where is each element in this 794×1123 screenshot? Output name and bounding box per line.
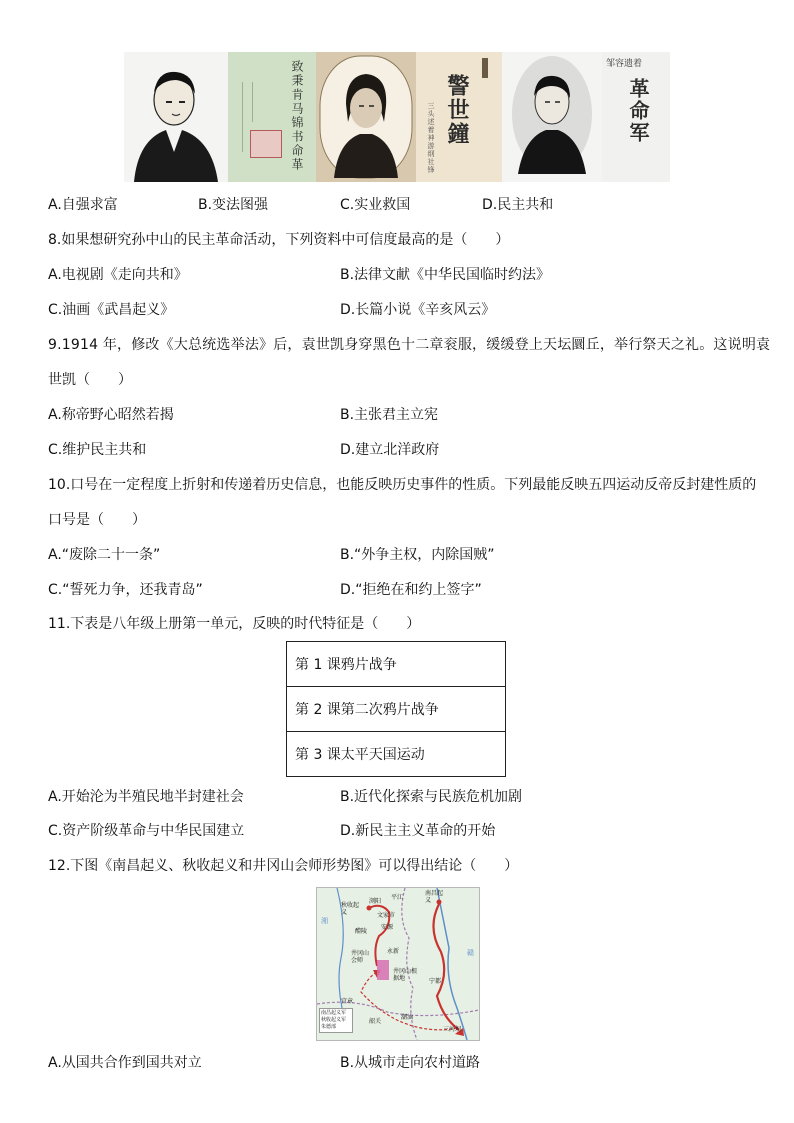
q9-stem-line2: 世凯（ ）: [48, 372, 132, 388]
legend-item: 秋收起义军: [321, 1017, 347, 1023]
q8-stem: 8.如果想研究孙中山的民主革命活动，下列资料中可信度最高的是（ ）: [48, 232, 510, 248]
map-label-liuyang: 浏阳: [369, 898, 382, 905]
map-label-nanchang: 南昌起义: [425, 890, 444, 904]
q11-option-b[interactable]: B.近代化探索与民族危机加剧: [340, 789, 523, 805]
q12-option-a[interactable]: A.从国共合作到国共对立: [48, 1055, 202, 1071]
q9-option-a[interactable]: A.称帝野心昭然若揭: [48, 407, 174, 423]
map-label-pingjiang: 平江: [391, 894, 404, 901]
q10-option-b[interactable]: B.“外争主权，内除国贼”: [340, 547, 495, 563]
map-label-yizhang: 宜章: [341, 998, 354, 1005]
book-cover-1: [228, 52, 316, 182]
table-row: [287, 732, 506, 777]
map-label-river-xiang: 湘: [321, 917, 328, 925]
legend-item: 南昌起义军: [321, 1010, 347, 1016]
portrait-photo-3: [502, 52, 602, 182]
q8-option-c[interactable]: C.油画《武昌起义》: [48, 302, 175, 318]
map-label-huishi: 井冈山会师: [351, 950, 370, 964]
q8-option-d[interactable]: D.长篇小说《辛亥风云》: [340, 302, 496, 318]
q9-option-d[interactable]: D.建立北洋政府: [340, 442, 440, 458]
q12-option-b[interactable]: B.从城市走向农村道路: [340, 1055, 481, 1071]
map-label-sanhe: 三河坝: [443, 1026, 462, 1033]
historical-map: [316, 887, 480, 1041]
book-title-3: 革命军: [626, 78, 650, 144]
map-label-wenjiashi: 文家市: [377, 912, 396, 919]
book-title-1: 致秉肯马锦书命革: [290, 60, 304, 172]
map-label-chaozhou: 潮汕: [401, 1014, 414, 1021]
map-label-river-gan: 赣: [467, 949, 474, 957]
q8-option-b[interactable]: B.法律文献《中华民国临时约法》: [340, 267, 551, 283]
table-cell: 第 3 课太平天国运动: [287, 732, 506, 777]
map-label-qiushou: 秋收起义: [341, 902, 360, 916]
map-label-liling: 醴陵: [355, 928, 368, 935]
legend-item: 朱德部: [321, 1024, 337, 1030]
historical-images-strip: [124, 52, 670, 182]
q11-option-d[interactable]: D.新民主主义革命的开始: [340, 823, 496, 839]
q11-option-c[interactable]: C.资产阶级革命与中华民国建立: [48, 823, 245, 839]
portrait-photo-1: [124, 52, 228, 182]
lesson-table: [286, 641, 506, 777]
q8-option-a[interactable]: A.电视剧《走向共和》: [48, 267, 188, 283]
table-row: [287, 687, 506, 732]
book-subtitle-2: 三头述着神游纲社锋: [427, 102, 435, 174]
map-label-base: 井冈山根据地: [393, 968, 418, 982]
q7-option-c[interactable]: C.实业救国: [340, 197, 411, 213]
book-cover-3: [602, 52, 670, 182]
q7-option-a[interactable]: A.自强求富: [48, 197, 118, 213]
map-label-yongxin: 永新: [387, 948, 400, 955]
q9-option-b[interactable]: B.主张君主立宪: [340, 407, 439, 423]
table-row: [287, 642, 506, 687]
q7-option-b[interactable]: B.变法图强: [198, 197, 269, 213]
q12-stem: 12.下图《南昌起义、秋收起义和井冈山会师形势图》可以得出结论（ ）: [48, 858, 519, 874]
q10-stem-line1: 10.口号在一定程度上折射和传递着历史信息，也能反映历史事件的性质。下列最能反映五四运动反帝反封建性质的: [48, 477, 757, 493]
table-cell: 第 2 课第二次鸦片战争: [287, 687, 506, 732]
map-label-anyuan: 安源: [381, 924, 394, 931]
portrait-photo-2: [316, 52, 416, 182]
q11-stem: 11.下表是八年级上册第一单元，反映的时代特征是（ ）: [48, 616, 421, 632]
q7-option-d[interactable]: D.民主共和: [482, 197, 554, 213]
map-legend: [319, 1008, 353, 1033]
q10-option-c[interactable]: C.“誓死力争，还我青岛”: [48, 582, 203, 598]
q9-option-c[interactable]: C.维护民主共和: [48, 442, 147, 458]
q11-option-a[interactable]: A.开始沦为半殖民地半封建社会: [48, 789, 244, 805]
red-seal-stamp: [250, 130, 282, 158]
map-label-shaoguan: 韶关: [369, 1018, 382, 1025]
q10-option-a[interactable]: A.“废除二十一条”: [48, 547, 161, 563]
table-cell: 第 1 课鸦片战争: [287, 642, 506, 687]
book-subtitle-3: 邹容遗着: [606, 59, 643, 69]
book-cover-2: [416, 52, 502, 182]
q9-stem-line1: 9.1914 年，修改《大总统选举法》后，袁世凯身穿黑色十二章衮服，缓缓登上天坛圜丘，举行祭天之礼。这说明袁: [48, 337, 771, 353]
map-label-ningdu: 宁都: [429, 978, 442, 985]
q10-option-d[interactable]: D.“拒绝在和约上签字”: [340, 582, 482, 598]
book-title-2: 警世鐘: [444, 74, 470, 146]
q10-stem-line2: 口号是（ ）: [48, 512, 146, 528]
